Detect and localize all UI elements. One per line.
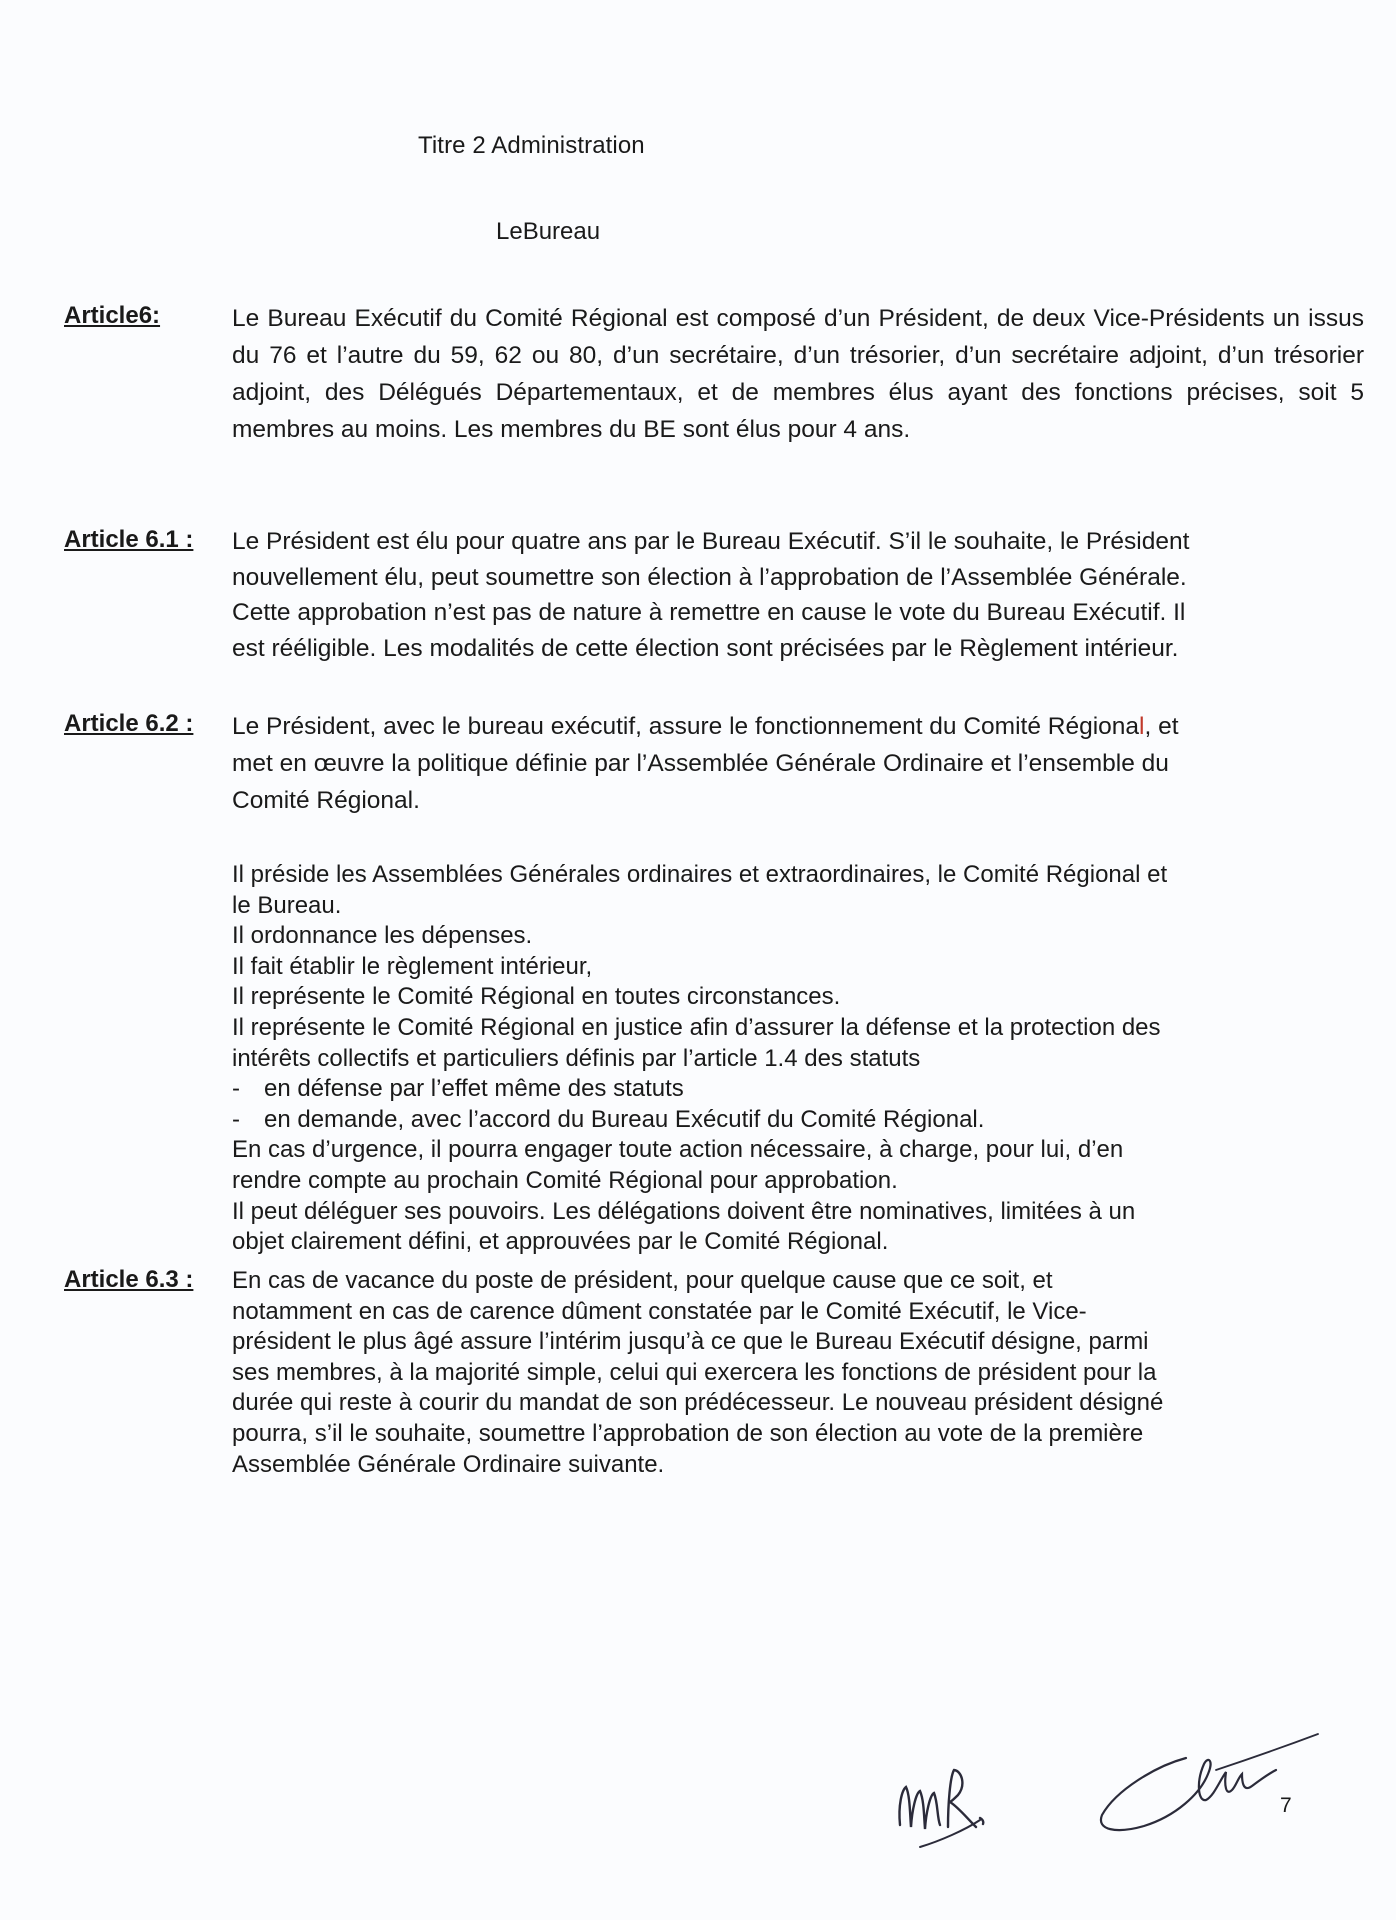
dash-item (232, 1074, 1312, 1105)
article-6-2-line1-end: , et (1144, 713, 1179, 740)
article-6-2-line1-main: Le Président, avec le bureau exécutif, assure le fonctionnement du Comité Régiona (232, 713, 1140, 740)
detail-line: intérêts collectifs et particuliers définis par l’article 1.4 des statuts (232, 1044, 921, 1072)
handwritten-signature (1096, 1730, 1326, 1840)
page-number: 7 (1280, 1794, 1292, 1817)
detail-line: Il représente le Comité Régional en justice afin d’assurer la défense et la protection des (232, 1013, 1161, 1041)
article-6-2-details (232, 860, 1312, 1258)
article-6-1-line: est rééligible. Les modalités de cette élection sont précisées par le Règlement intérieur. (232, 634, 1179, 662)
detail-line: Il peut déléguer ses pouvoirs. Les délégations doivent être nominatives, limitées à un (232, 1197, 1136, 1225)
detail-line: le Bureau. (232, 891, 342, 919)
article-6-2-label: Article 6.2 : (64, 710, 194, 737)
dash-marker: - (232, 1105, 240, 1133)
detail-line: Il ordonnance les dépenses. (232, 922, 533, 950)
initials-signature (880, 1755, 1020, 1850)
article-6-2-intro (232, 708, 1372, 819)
article-6-label: Article6: (64, 302, 161, 329)
article-6-3-line: pourra, s’il le souhaite, soumettre l’approbation de son élection au vote de la première (232, 1419, 1144, 1447)
dash-item-text: en défense par l’effet même des statuts (264, 1075, 684, 1103)
detail-line: rendre compte au prochain Comité Régional pour approbation. (232, 1166, 898, 1194)
article-6-1-line: Cette approbation n’est pas de nature à remettre en cause le vote du Bureau Exécutif. Il (232, 599, 1186, 626)
article-6-3-line: Assemblée Générale Ordinaire suivante. (232, 1450, 665, 1478)
article-6-3-line: ses membres, à la majorité simple, celui qui exercera les fonctions de président pour la (232, 1358, 1157, 1386)
detail-line: Il préside les Assemblées Générales ordinaires et extraordinaires, le Comité Régional et (232, 861, 1168, 888)
dash-item (232, 1105, 1312, 1136)
article-6-2-line: Comité Régional. (232, 787, 420, 814)
detail-line: En cas d’urgence, il pourra engager toute action nécessaire, à charge, pour lui, d’en (232, 1136, 1124, 1164)
article-6-1-line: nouvellement élu, peut soumettre son élection à l’approbation de l’Assemblée Générale. (232, 563, 1187, 591)
article-6-1-text (232, 524, 1372, 666)
article-6-3-line: durée qui reste à courir du mandat de son prédécesseur. Le nouveau président désigné (232, 1389, 1164, 1417)
article-6-3-text (232, 1266, 1322, 1480)
article-6-3-label: Article 6.3 : (64, 1266, 194, 1293)
detail-line: Il représente le Comité Régional en toutes circonstances. (232, 983, 841, 1011)
article-6-text: Le Bureau Exécutif du Comité Régional est composé d’un Président, de deux Vice-Présidents un issus du 76 et l’autre du 59, 62 ou 80, d’un secrétaire, d’un trésorier, d’un secrétaire adjoint, d’un trésorier adjoint, des Délégués Départementaux, et de membres élus ayant des fonctions précises, soit 5 membres au moins. Les membres du BE sont élus pour 4 ans. (232, 305, 1364, 443)
dash-item-text: en demande, avec l’accord du Bureau Exécutif du Comité Régional. (264, 1105, 985, 1133)
article-6-2-line (232, 708, 1372, 745)
article-6-3-line: En cas de vacance du poste de président, pour quelque cause que ce soit, et (232, 1267, 1053, 1294)
detail-line: objet clairement défini, et approuvées par le Comité Régional. (232, 1228, 889, 1256)
article-6-3-line: président le plus âgé assure l’intérim jusqu’à ce que le Bureau Exécutif désigne, parmi (232, 1328, 1149, 1356)
article-6-2-line: met en œuvre la politique définie par l’Assemblée Générale Ordinaire et l’ensemble du (232, 750, 1169, 777)
article-6-3-line: notamment en cas de carence dûment constatée par le Comité Exécutif, le Vice- (232, 1297, 1087, 1325)
article-6-1-label: Article 6.1 : (64, 526, 194, 553)
document-title: Titre 2 Administration (418, 132, 645, 159)
article-6-2-line1-red-mark: l (1139, 713, 1145, 740)
dash-marker: - (232, 1075, 240, 1103)
article-6-1-line: Le Président est élu pour quatre ans par le Bureau Exécutif. S’il le souhaite, le Président (232, 528, 1190, 555)
section-subtitle: LeBureau (496, 218, 601, 245)
detail-line: Il fait établir le règlement intérieur, (232, 952, 593, 980)
